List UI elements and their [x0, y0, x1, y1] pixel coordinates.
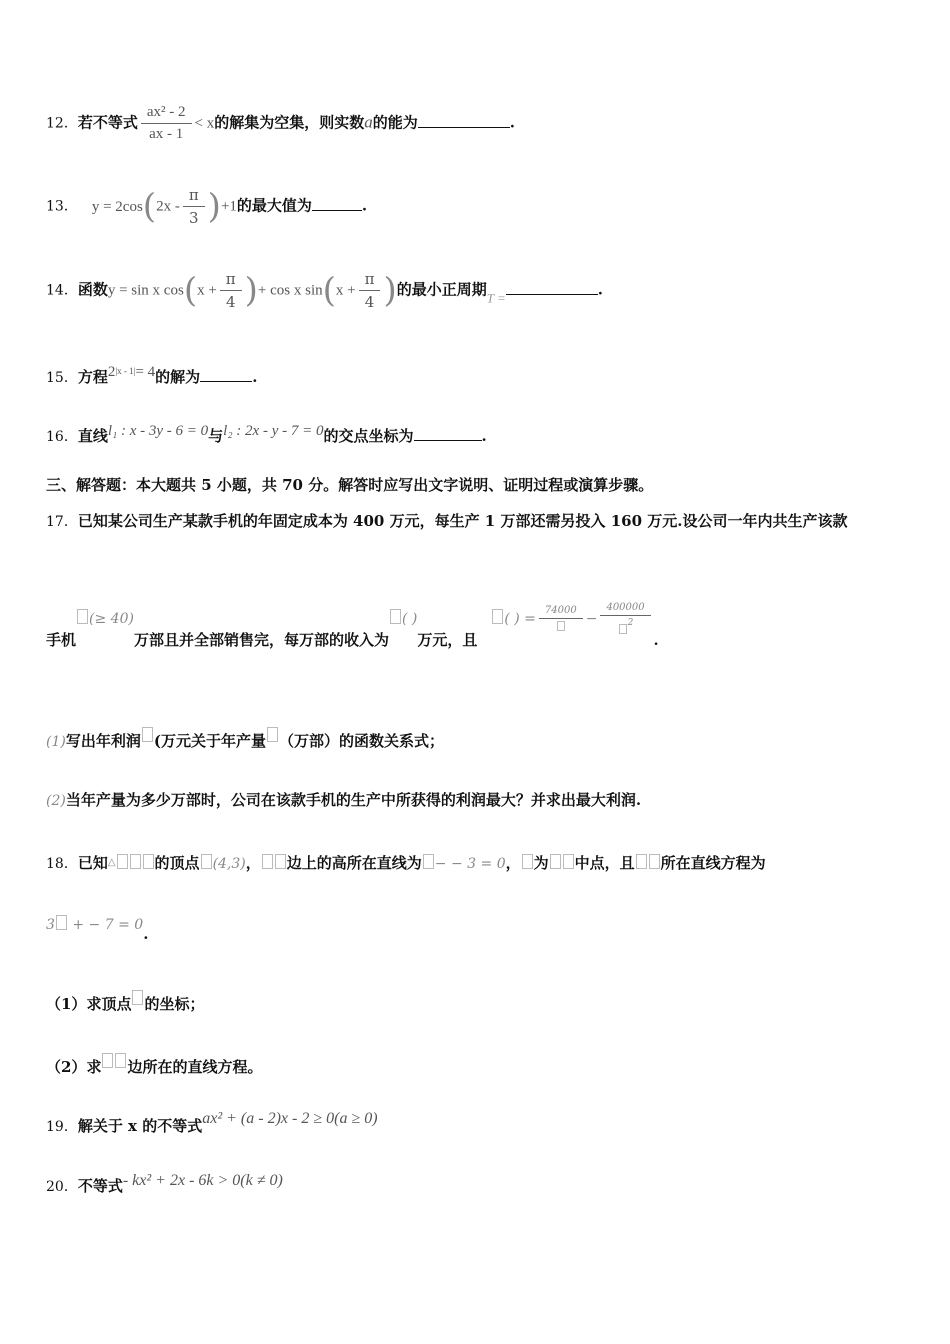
- q14-number: 14．: [46, 282, 78, 299]
- q18-s2-ph2: [115, 1053, 126, 1068]
- q17-rx-text: ( ): [401, 611, 418, 627]
- q16-text: 的交点坐标为: [323, 427, 414, 445]
- q16-l1: l₁ : x - 3y - 6 = 0: [107, 423, 209, 439]
- q12-post: 的能为: [372, 113, 418, 132]
- q17-x-placeholder: [77, 609, 88, 624]
- q18-ph4: [201, 854, 212, 869]
- q18-d: 边上的高所在直线为: [286, 854, 422, 872]
- q12-var: a: [364, 112, 373, 132]
- q17-frac1: [539, 605, 583, 633]
- q20-number: 20．: [46, 1179, 78, 1195]
- q18-ph3: [143, 854, 154, 869]
- q12-mid: 的解集为空集，则实数: [214, 113, 365, 132]
- q18-a: 已知: [77, 854, 108, 872]
- q17-frac1-num: 74000: [539, 605, 583, 619]
- q18-ph10: [563, 854, 574, 869]
- q20-expr: - kx² + 2x - 6k > 0(k ≠ 0): [122, 1172, 283, 1189]
- q12-answer-blank: [418, 126, 510, 128]
- q18-ph7: [423, 854, 434, 869]
- q17-p2-text: 当年产量为多少万部时，公司在该款手机的生产中所获得的利润最大？并求出最大利润.: [65, 791, 642, 809]
- q17-frac2: [600, 602, 650, 636]
- q18-e: ，: [505, 854, 521, 872]
- q14-expr2: + cos x sin: [257, 282, 323, 299]
- question-17-line2: [46, 602, 659, 650]
- q18-c: ，: [245, 854, 261, 872]
- q14-rparen2: ): [383, 270, 397, 311]
- q18-f: 为: [533, 854, 549, 872]
- q18-ph2: [130, 854, 141, 869]
- q15-pre: 方程: [77, 368, 108, 386]
- q18-triangle: △: [107, 857, 116, 868]
- q14-T: T =: [486, 290, 506, 306]
- q15-text: 的解为: [155, 368, 201, 386]
- q17-p1-a: 写出年利润: [65, 732, 141, 750]
- question-15: [46, 364, 257, 387]
- q16-number: 16．: [46, 429, 78, 445]
- q18-line2: [46, 915, 148, 943]
- q13-fraction: [183, 186, 205, 227]
- q14-answer-blank: [506, 293, 598, 295]
- q12-pre: 若不等式: [77, 113, 138, 132]
- q18-s2-a: 求: [86, 1058, 102, 1076]
- q17-r-formula: [491, 602, 659, 649]
- q18-h: 所在直线方程为: [660, 854, 766, 872]
- q16-pre: 直线: [77, 427, 108, 445]
- q13-answer-blank: [312, 209, 362, 211]
- q17-r2-placeholder: [492, 609, 503, 624]
- q13-pi: π: [183, 186, 205, 207]
- q13-number: 13．: [46, 198, 78, 215]
- q13-three: 3: [188, 209, 199, 227]
- q15-number: 15．: [46, 370, 78, 386]
- q18-eq2-a: 3: [46, 917, 55, 933]
- question-18: [46, 852, 766, 873]
- q17-p1-tag: (1): [46, 734, 66, 750]
- q18-ph9: [550, 854, 561, 869]
- q14-pi2: π: [359, 270, 381, 291]
- q14-pi1: π: [220, 270, 242, 291]
- q18-ph5: [262, 854, 273, 869]
- q14-fraction1: [220, 270, 242, 311]
- q16-mid: 与: [208, 427, 224, 445]
- q18-s1-a: 求顶点: [86, 995, 132, 1013]
- q18-end: .: [143, 925, 149, 943]
- q18-point: (4,3): [212, 856, 246, 872]
- q17-frac2-den-ph: [619, 624, 627, 634]
- q17-r-placeholder: [390, 609, 401, 624]
- q20-pre: 不等式: [77, 1177, 123, 1195]
- q13-expr-post: +1: [220, 198, 237, 215]
- q17-frac2-num: 400000: [600, 602, 650, 616]
- q17-frac1-den-ph: [557, 621, 565, 631]
- question-14: [46, 270, 603, 311]
- q18-sub2: [46, 1053, 262, 1077]
- q17-part1: [46, 727, 444, 751]
- q17-r-lhs: ( ) =: [504, 611, 536, 627]
- q16-answer-blank: [414, 439, 482, 441]
- q17-p1-c: 关于年产量: [190, 732, 266, 750]
- q16-l2: l₂ : 2x - y - 7 = 0: [223, 423, 324, 439]
- q17-p1-ph2: [267, 727, 278, 742]
- q18-s1-tag: （1）: [46, 995, 87, 1013]
- question-12: [46, 104, 515, 143]
- q12-ineq: < x: [194, 115, 215, 132]
- q17-minus: −: [585, 611, 598, 627]
- q17-p1-ph1: [142, 727, 153, 742]
- q14-rparen1: ): [244, 270, 258, 311]
- q15-base: 2: [107, 364, 116, 380]
- q14-in1: x +: [197, 282, 217, 299]
- q18-s1-ph: [132, 990, 143, 1005]
- q12-end: .: [509, 113, 515, 132]
- q18-s1-b: 的坐标；: [144, 995, 205, 1013]
- q18-s2-tag: （2）: [46, 1058, 87, 1076]
- q17-number: 17．: [46, 514, 78, 530]
- q18-eq2-b: + − 7 = 0: [67, 917, 144, 933]
- q17-cond: [76, 611, 134, 627]
- q18-b: 的顶点: [154, 854, 200, 872]
- q17-line2-mid: 万部且并全部销售完，每万部的收入为: [133, 631, 389, 649]
- q14-pre: 函数: [77, 280, 108, 299]
- q12-fraction: [141, 104, 192, 143]
- q18-g: 中点，且: [574, 854, 635, 872]
- q15-eq: = 4: [135, 364, 156, 380]
- q13-expr-pre: y = 2cos: [91, 198, 143, 215]
- q13-rparen: ): [207, 186, 221, 227]
- section-3-heading: 三、解答题：本大题共 5 小题，共 70 分。解答时应写出文字说明、证明过程或演算步骤。: [46, 476, 654, 494]
- q15-end: .: [252, 368, 258, 386]
- q18-eq1: − − 3 = 0: [434, 856, 506, 872]
- q17-line2-mid2: 万元，且: [417, 631, 478, 649]
- q18-ph12: [649, 854, 660, 869]
- q17-p1-b: (万元: [153, 732, 191, 750]
- q17-end: .: [653, 633, 659, 649]
- question-17-line1: [46, 510, 847, 531]
- q14-four2: 4: [364, 293, 375, 311]
- q14-lparen1: (: [183, 270, 198, 311]
- question-20: [46, 1172, 283, 1196]
- q17-line1: 已知某公司生产某款手机的年固定成本为 400 万元，每生产 1 万部还需另投入 160 万元.设公司一年内共生产该款: [77, 512, 848, 530]
- q17-cond-text: (≥ 40): [89, 611, 134, 627]
- q19-expr: ax² + (a - 2)x - 2 ≥ 0(a ≥ 0): [202, 1110, 378, 1127]
- q14-in2: x +: [335, 282, 356, 299]
- q18-ph1: [117, 854, 128, 869]
- q18-s2-b: 边所在的直线方程。: [127, 1058, 263, 1076]
- q12-number: 12．: [46, 115, 78, 132]
- q17-frac2-sq: 2: [627, 618, 634, 628]
- q17-rx: [389, 611, 417, 627]
- q13-lparen: (: [142, 186, 157, 227]
- q19-pre: 解关于 x 的不等式: [77, 1117, 203, 1135]
- q16-end: .: [481, 427, 487, 445]
- q14-text: 的最小正周期: [396, 280, 487, 299]
- q12-frac-num: ax² - 2: [141, 104, 192, 124]
- q13-text: 的最大值为: [236, 196, 312, 215]
- q14-expr1: y = sin x cos: [107, 282, 184, 299]
- question-16: [46, 423, 487, 446]
- q15-answer-blank: [200, 380, 252, 382]
- q19-number: 19．: [46, 1119, 78, 1135]
- question-19: [46, 1110, 378, 1136]
- q14-fraction2: [359, 270, 381, 311]
- q14-four1: 4: [225, 293, 236, 311]
- q17-p1-d: （万部）的函数关系式；: [278, 732, 444, 750]
- q17-frac2-den: [612, 616, 640, 636]
- q14-end: .: [597, 280, 604, 299]
- q17-part2: [46, 789, 641, 810]
- q18-sub1: [46, 990, 204, 1014]
- q14-lparen2: (: [322, 270, 336, 311]
- q18-number: 18．: [46, 856, 78, 872]
- q13-expr-in: 2x -: [156, 198, 180, 215]
- q12-frac-den: ax - 1: [149, 126, 184, 142]
- q17-p2-tag: (2): [46, 793, 66, 809]
- q18-ph11: [636, 854, 647, 869]
- q18-ph6: [275, 854, 286, 869]
- q18-ph13: [56, 915, 67, 930]
- q13-end: .: [361, 196, 368, 215]
- q18-s2-ph1: [102, 1053, 113, 1068]
- q18-ph8: [522, 854, 533, 869]
- q17-frac1-den: [550, 619, 572, 633]
- question-13: [46, 186, 367, 227]
- q17-line2-pre: 手机: [46, 631, 77, 649]
- q15-exp: |x - 1|: [115, 366, 136, 376]
